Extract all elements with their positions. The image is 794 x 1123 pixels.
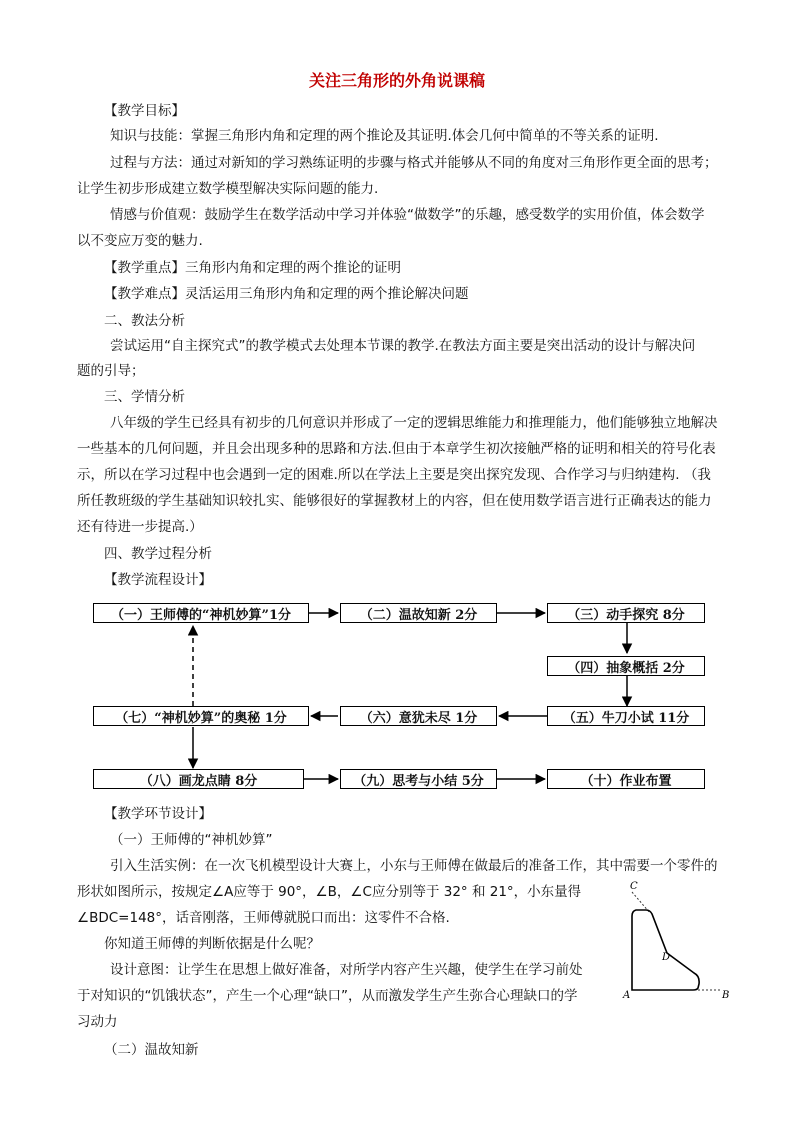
paragraph-process-methods: 过程与方法：通过对新知的学习熟练证明的步骤与格式并能够从不同的角度对三角形作更全面的思考； <box>110 155 718 171</box>
flow-step-7: （七）“神机妙算”的奥秘 1分 <box>93 706 309 726</box>
section-design-heading: 【教学环节设计】 <box>104 806 212 822</box>
paragraph-student-analysis-1: 八年级的学生已经具有初步的几何意识并形成了一定的逻辑思维能力和推理能力，他们能够独立地解决 <box>110 415 718 431</box>
figure-label-c: C <box>630 881 638 892</box>
figure-label-d: D <box>662 952 671 963</box>
paragraph-student-analysis-4: 所任教班级的学生基础知识较扎实、能够很好的掌握教材上的内容，但在使用数学语言进行正确表达的能力 <box>77 493 712 509</box>
flow-step-8: （八）画龙点睛 8分 <box>93 769 304 789</box>
part-shape-figure <box>618 880 738 1005</box>
flow-step-3: （三）动手探究 8分 <box>547 603 705 623</box>
figure-label-b: B <box>722 990 730 1001</box>
paragraph-knowledge-skills: 知识与技能：掌握三角形内角和定理的两个推论及其证明.体会几何中简单的不等关系的证明. <box>110 128 659 144</box>
paragraph-design-intent: 设计意图：让学生在思想上做好准备，对所学内容产生兴趣，使学生在学习前处 <box>110 962 583 978</box>
part-outline <box>632 910 699 990</box>
paragraph-student-analysis-2: 一些基本的几何问题，并且会出现多种的思路和方法.但由于本章学生初次接触严格的证明和相关的符号化表 <box>77 441 716 457</box>
paragraph-emotion-values: 情感与价值观：鼓励学生在数学活动中学习并体验“做数学”的乐趣，感受数学的实用价值，体会数学 <box>110 207 705 223</box>
paragraph-teaching-method: 尝试运用“自主探究式”的教学模式去处理本节课的教学.在教法方面主要是突出活动的设计与解决问 <box>110 338 696 354</box>
paragraph-student-analysis-5: 还有待进一步提高.） <box>77 519 203 535</box>
flow-step-6: （六）意犹未尽 1分 <box>340 706 497 726</box>
paragraph-emotion-values-cont: 以不变应万变的魅力. <box>77 233 203 249</box>
teaching-difficulty: 【教学难点】灵活运用三角形内角和定理的两个推论解决问题 <box>104 286 469 302</box>
subsection-2-title: （二）温故知新 <box>104 1042 199 1058</box>
flow-step-5: （五）牛刀小试 11分 <box>547 706 705 726</box>
flow-step-10: （十）作业布置 <box>547 769 705 789</box>
flow-step-4: （四）抽象概括 2分 <box>547 656 705 676</box>
flow-step-9: （九）思考与小结 5分 <box>340 769 497 789</box>
paragraph-design-intent-cont1: 于对知识的“饥饿状态”，产生一个心理“缺口”，从而激发学生产生弥合心理缺口的学 <box>77 988 578 1004</box>
flow-design-heading: 【教学流程设计】 <box>104 572 212 588</box>
paragraph-design-intent-cont2: 习动力 <box>77 1014 118 1030</box>
question-line: 你知道王师傅的判断依据是什么呢？ <box>104 936 320 952</box>
section-process-analysis: 四、教学过程分析 <box>104 546 212 562</box>
teaching-key-point: 【教学重点】三角形内角和定理的两个推论的证明 <box>104 260 401 276</box>
document-title: 关注三角形的外角说课稿 <box>308 71 485 90</box>
figure-label-a: A <box>623 990 631 1001</box>
paragraph-intro-example: 引入生活实例：在一次飞机模型设计大赛上，小东与王师傅在做最后的准备工作，其中需要一个零件的 <box>110 858 718 874</box>
flow-step-2: （二）温故知新 2分 <box>340 603 497 623</box>
paragraph-process-methods-cont: 让学生初步形成建立数学模型解决实际问题的能力. <box>77 181 379 197</box>
paragraph-teaching-method-cont: 题的引导； <box>77 363 145 379</box>
paragraph-student-analysis-3: 示，所以在学习过程中也会遇到一定的困难.所以在学法上主要是突出探究发现、合作学习与归纳建构. （我 <box>77 467 711 483</box>
paragraph-intro-example-cont1: 形状如图所示，按规定∠A应等于 90°，∠B，∠C应分别等于 32° 和 21°，小东量得 <box>77 884 582 900</box>
subsection-1-title: （一）王师傅的“神机妙算” <box>110 832 273 848</box>
section-student-analysis: 三、学情分析 <box>104 389 185 405</box>
section-teaching-method: 二、教法分析 <box>104 313 185 329</box>
section-teaching-goals: 【教学目标】 <box>104 103 185 119</box>
paragraph-intro-example-cont2: ∠BDC=148°，话音刚落，王师傅就脱口而出：这零件不合格. <box>77 910 450 926</box>
flow-step-1: （一）王师傅的“神机妙算”1分 <box>93 603 309 623</box>
